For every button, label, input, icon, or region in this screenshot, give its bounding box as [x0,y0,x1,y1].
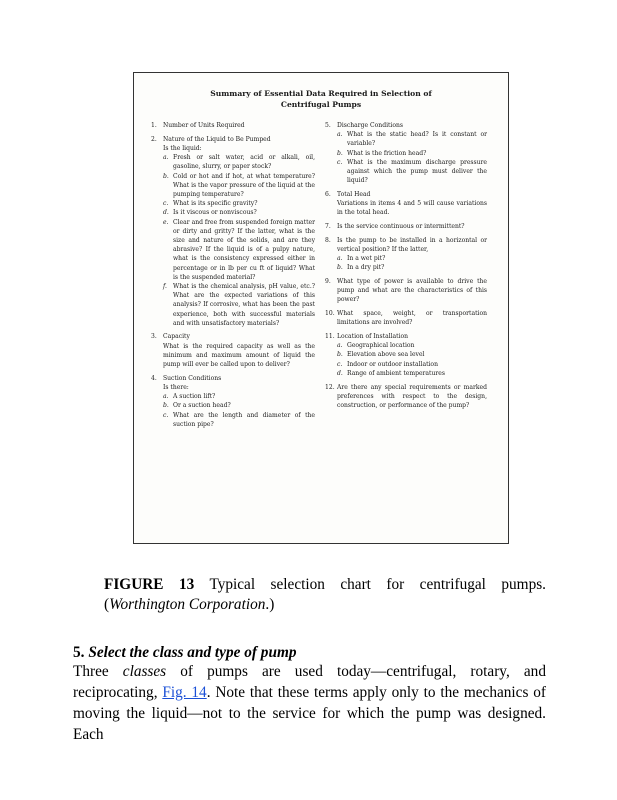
chart-sub-item [325,369,487,378]
chart-item-heading [325,309,487,327]
chart-item-heading [151,135,315,144]
chart-sub-item [151,153,315,171]
chart-right-column [325,121,487,415]
chart-sub-letter: c. [163,200,169,208]
chart-item-number: 5. [325,122,331,129]
chart-item [325,236,487,273]
paragraph-text-3: . Note that these terms apply only to the mechanics of moving the liquid—not to the service for which the pump was designed. Each [73,684,546,743]
chart-sub-text: Is it viscous or nonviscous? [173,209,257,217]
chart-sub-text: What is the static head? Is it constant or variable? [347,131,487,148]
chart-sub-item [325,130,487,148]
paragraph-text-2: of pumps are used today—centrifugal, rotary, and reciprocating, [73,663,546,701]
chart-sub-letter: b. [337,351,343,359]
chart-sub-letter: b. [337,264,343,272]
chart-sub-text: What is the friction head? [347,149,427,157]
chart-sub-text: Geographical location [347,342,415,350]
figure-chart-title [134,88,508,110]
chart-item-number: 4. [151,374,157,382]
chart-sub-letter: f. [163,282,167,290]
chart-sub-item [325,263,487,272]
chart-sub-letter: a. [163,154,169,162]
chart-sub-text: Fresh or salt water, acid or alkali, oil, gasoline, slurry, or paper stock? [173,154,315,171]
chart-item-heading [325,277,487,305]
chart-sub-text: Range of ambient temperatures [347,369,445,377]
chart-item [325,332,487,378]
chart-sub-letter: a. [337,255,343,263]
chart-item-number: 2. [151,135,157,143]
chart-item-number: 11. [325,333,335,341]
chart-sub-item [151,282,315,328]
figure-label: FIGURE 13 [104,576,195,593]
chart-item-number: 12. [325,383,335,391]
chart-item-heading [325,222,487,231]
chart-item [325,222,487,231]
chart-item-title: Are there any special requirements or marked preferences with respect to the design, construction, or performance of the pump? [337,383,487,409]
chart-item-number: 9. [325,278,331,286]
chart-item-intro: What is the required capacity as well as the minimum and maximum amount of liquid the pump will ever be called upon to deliver? [163,342,315,369]
chart-sub-letter: c. [163,411,169,419]
chart-item [325,383,487,411]
chart-item [325,277,487,305]
paragraph-text-1: Three [73,663,123,680]
chart-sub-item [151,172,315,200]
chart-sub-letter: b. [163,172,169,180]
chart-sub-letter: b. [337,149,343,157]
chart-item-title: What space, weight, or transportation limitations are involved? [337,310,487,327]
chart-sub-text: Clear and free from suspended foreign matter or dirty and gritty? If the latter, what is the size and nature of the solids, and are they abrasive? If the liquid is of a pulpy nature, what is the consistency expressed either in percentage or in lb per cu ft of liquid? What is the suspended material? [173,218,315,281]
chart-item-heading [325,236,487,254]
chart-item-number: 3. [151,333,157,341]
chart-item-heading [325,190,487,199]
chart-title-line-1: Summary of Essential Data Required in Selection of [210,89,432,98]
chart-sub-text: Elevation above sea level [347,351,425,359]
chart-sub-text: Cold or hot and if hot, at what temperature? What is the vapor pressure of the liquid at the pumping temperature? [173,172,315,198]
chart-sub-letter: d. [163,209,169,217]
chart-sub-item [151,401,315,410]
chart-item [151,332,315,369]
chart-sub-text: What is its specific gravity? [173,200,258,208]
chart-sub-letter: b. [163,402,169,410]
chart-item-number: 7. [325,223,331,231]
chart-item-number: 10. [325,310,335,318]
chart-left-column [151,121,315,434]
chart-item-number: 8. [325,236,331,244]
chart-item-heading [151,121,315,130]
body-paragraph [73,661,546,745]
chart-item [325,190,487,218]
chart-sub-text: What is the maximum discharge pressure against which the pump must deliver the liquid? [347,158,487,185]
chart-item-heading [325,332,487,341]
chart-item [325,309,487,327]
chart-item-title: Suction Conditions [163,374,222,382]
chart-sub-text: Indoor or outdoor installation [347,360,438,368]
chart-sub-letter: a. [337,131,343,139]
chart-sub-text: A suction lift? [173,393,216,401]
chart-title-line-2: Centrifugal Pumps [280,100,362,109]
chart-item [151,374,315,429]
chart-item-title: Is the service continuous or intermittent? [337,223,465,231]
chart-sub-text: In a wet pit? [347,255,386,263]
chart-item-intro: Is the liquid: [163,144,202,152]
chart-item-title: Capacity [163,333,190,341]
chart-sub-letter: e. [163,218,169,226]
selection-chart-figure [133,72,509,544]
chart-item [325,121,487,185]
chart-item-title: Nature of the Liquid to Be Pumped [163,135,271,143]
chart-sub-item [151,208,315,217]
chart-item-intro: Variations in items 4 and 5 will cause variations in the total head. [337,200,487,217]
chart-sub-item [151,392,315,401]
chart-item-heading [325,383,487,411]
chart-sub-item [325,350,487,359]
chart-sub-letter: c. [337,158,343,166]
chart-sub-item [151,218,315,282]
chart-item-title: Location of Installation [337,333,409,341]
chart-item-title: Number of Units Required [163,122,245,129]
figure-caption: FIGURE 13 Typical selection chart for centrifugal pumps. (Worthington Corporation.) [104,576,546,613]
chart-item-number: 1. [151,122,157,129]
section-heading [73,643,546,663]
chart-item-title: Total Head [337,190,371,198]
chart-sub-item [325,158,487,186]
chart-item-title: Is the pump to be installed in a horizontal or vertical position? If the latter, [337,236,487,253]
chart-sub-item [151,199,315,208]
chart-sub-text: In a dry pit? [347,264,385,272]
chart-sub-text: What are the length and diameter of the suction pipe? [173,411,315,428]
chart-sub-letter: a. [337,342,343,350]
chart-sub-item [325,360,487,369]
chart-sub-item [325,341,487,350]
chart-item [151,121,315,130]
chart-sub-item [325,149,487,158]
figure-14-link[interactable]: Fig. 14 [162,684,207,701]
chart-item-title: What type of power is available to drive the pump and what are the characteristics of this power? [337,278,487,304]
chart-sub-letter: d. [337,369,343,377]
chart-sub-text: Or a suction head? [173,402,231,410]
chart-sub-item [325,254,487,263]
chart-item [151,135,315,328]
paragraph-classes-word: classes [122,663,167,680]
section-title: Select the class and type of pump [88,644,297,661]
chart-item-heading [151,374,315,383]
chart-sub-letter: c. [337,360,343,368]
figure-caption-text: Typical selection chart for centrifugal pumps. [209,576,546,593]
chart-sub-text: What is the chemical analysis, pH value, etc.? What are the expected variations of this analysis? If corrosive, what has been the past experience, both with successful materials and with unsatisfactory materials? [173,282,315,327]
chart-sub-item [151,411,315,429]
chart-item-number: 6. [325,190,331,198]
section-number: 5. [73,644,85,661]
chart-item-heading [325,121,487,130]
chart-item-heading [151,332,315,341]
chart-item-title: Discharge Conditions [337,122,404,129]
chart-sub-letter: a. [163,393,169,401]
chart-item-intro: Is there: [163,383,189,391]
figure-source: Worthington Corporation [109,596,266,613]
